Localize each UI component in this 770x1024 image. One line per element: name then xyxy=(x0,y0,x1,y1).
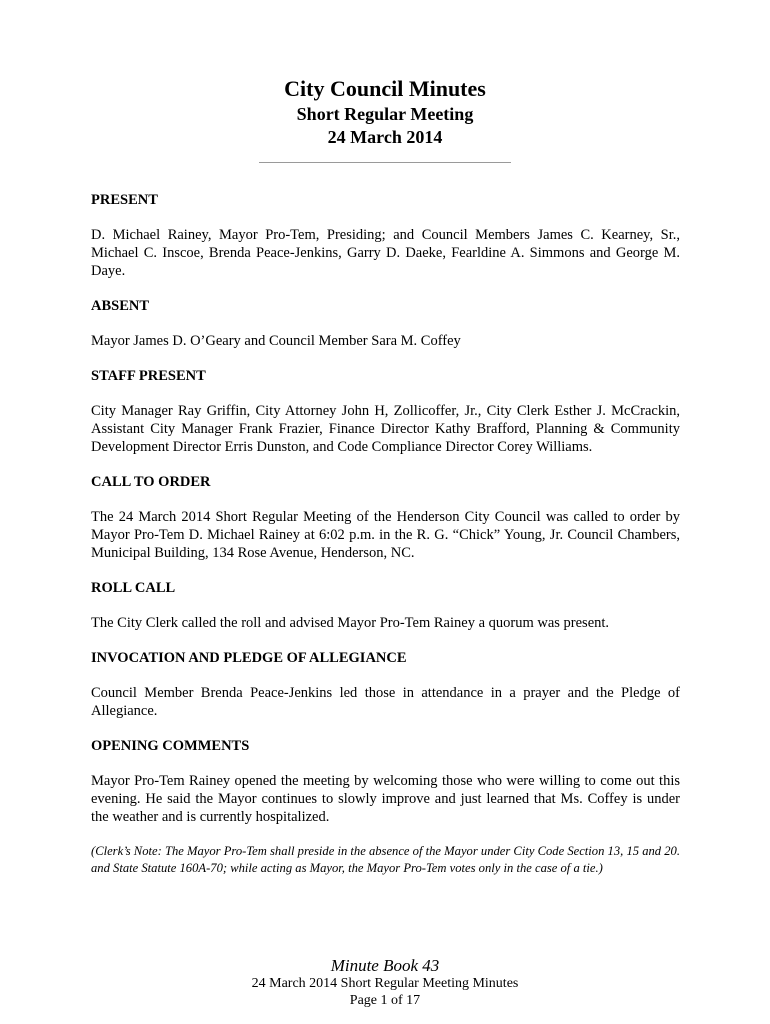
section-heading-staff-present: STAFF PRESENT xyxy=(91,368,206,384)
section-heading-present: PRESENT xyxy=(91,192,158,208)
header-divider xyxy=(259,162,511,163)
meeting-date: 24 March 2014 xyxy=(327,127,443,147)
section-heading-roll-call: ROLL CALL xyxy=(91,580,176,596)
section-heading-invocation: INVOCATION AND PLEDGE OF ALLEGIANCE xyxy=(91,650,407,666)
section-text-roll-call: The City Clerk called the roll and advised Mayor Pro-Tem Rainey a quorum was present. xyxy=(91,615,610,631)
section-text-absent: Mayor James D. O’Geary and Council Member Sara M. Coffey xyxy=(91,333,461,349)
footer-page-number: Page 1 of 17 xyxy=(349,993,421,1008)
section-text-present: D. Michael Rainey, Mayor Pro-Tem, Presiding; and Council Members James C. Kearney, Sr., Michael C. Inscoe, Brenda Peace-Jenkins, Garry D. Daeke, Fearldine A. Simmons and George M. Daye. xyxy=(91,227,680,279)
section-text-invocation: Council Member Brenda Peace-Jenkins led those in attendance in a prayer and the Pledge of Allegiance. xyxy=(91,685,680,719)
section-text-call-to-order: The 24 March 2014 Short Regular Meeting of the Henderson City Council was called to order by Mayor Pro-Tem D. Michael Rainey at 6:02 p.m. in the R. G. “Chick” Young, Jr. Council Chambers, Municipal Building, 134 Rose Avenue, Henderson, NC. xyxy=(91,509,680,561)
footer-meeting-title: 24 March 2014 Short Regular Meeting Minutes xyxy=(251,976,519,991)
section-text-staff-present: City Manager Ray Griffin, City Attorney John H, Zollicoffer, Jr., City Clerk Esther J. McCrackin, Assistant City Manager Frank Frazier, Finance Director Kathy Brafford, Planning & Community Development Director Erris Dunston, and Code Compliance Director Corey Williams. xyxy=(91,403,680,455)
meeting-type: Short Regular Meeting xyxy=(296,104,474,124)
page-title: City Council Minutes xyxy=(284,76,486,101)
section-heading-opening-comments: OPENING COMMENTS xyxy=(91,738,250,754)
minutes-body xyxy=(91,191,680,877)
clerk-note: (Clerk’s Note: The Mayor Pro-Tem shall preside in the absence of the Mayor under City Code Section 13, 15 and 20. and State Statute 160A-70; while acting as Mayor, the Mayor Pro-Tem votes only in the case of a tie.) xyxy=(91,844,680,875)
section-heading-call-to-order: CALL TO ORDER xyxy=(91,474,211,490)
section-heading-absent: ABSENT xyxy=(91,298,150,314)
section-text-opening-comments: Mayor Pro-Tem Rainey opened the meeting by welcoming those who were willing to come out this evening. He said the Mayor continues to slowly improve and just learned that Ms. Coffey is under the weather and is currently hospitalized. xyxy=(91,773,680,825)
footer-minute-book: Minute Book 43 xyxy=(330,956,440,975)
